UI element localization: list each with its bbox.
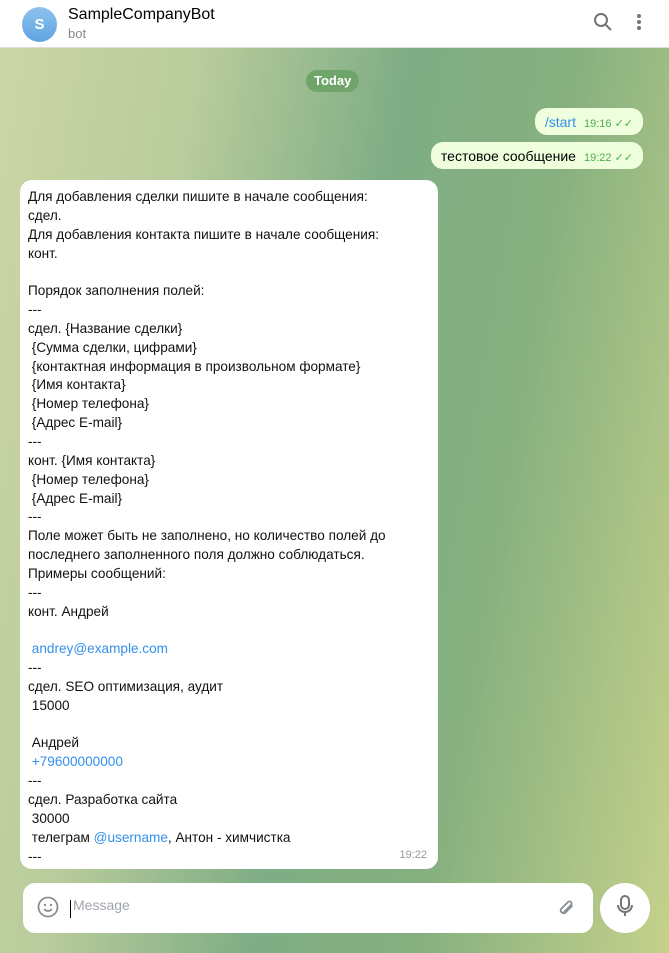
message-line: сдел. Разработка сайта [28, 792, 178, 807]
message-line: Андрей [28, 735, 79, 751]
message-line: {Номер телефона} [28, 396, 149, 412]
message-composer [23, 883, 593, 933]
message-time: 19:16 ✓✓ [583, 118, 633, 130]
message-line: сдел. SEO оптимизация, аудит [28, 678, 224, 694]
emoji-icon[interactable] [37, 896, 59, 918]
message-line: Для добавления сделки пишите в начале сообщения: [28, 189, 368, 204]
message-line: конт. {Имя контакта} [28, 452, 156, 468]
double-check-icon: ✓✓ [614, 118, 633, 130]
message-line: --- [28, 848, 42, 864]
message-line: --- [28, 302, 42, 318]
command-link[interactable]: /start [544, 114, 576, 130]
message-input[interactable] [73, 897, 533, 913]
message-line: 30000 [28, 810, 70, 826]
outgoing-message[interactable] [431, 142, 643, 169]
message-line: сдел. {Название сделки} [28, 320, 183, 336]
message-line: --- [28, 433, 42, 449]
email-link-line [28, 640, 430, 659]
message-line: конт. Андрей [28, 603, 109, 619]
message-text: тестовое сообщение [440, 148, 576, 164]
message-line: конт. [28, 245, 58, 261]
chat-subtitle: bot [68, 26, 87, 41]
message-time: 19:22 ✓✓ [583, 152, 633, 164]
double-check-icon: ✓✓ [614, 152, 633, 164]
outgoing-message[interactable] [535, 108, 643, 135]
message-line: Порядок заполнения полей: [28, 283, 205, 299]
paperclip-icon[interactable] [557, 897, 577, 924]
chat-header [0, 0, 669, 48]
message-line: --- [28, 660, 42, 676]
message-time: 19:22 [399, 849, 427, 862]
message-line [28, 621, 430, 640]
microphone-icon [616, 894, 634, 923]
search-icon[interactable] [593, 12, 613, 37]
message-line: Примеры сообщений: [28, 565, 166, 581]
message-line: Поле может быть не заполнено, но количество полей до [28, 528, 386, 544]
message-line: сдел. [28, 207, 62, 223]
message-line: {Имя контакта} [28, 377, 126, 393]
chat-title[interactable]: SampleCompanyBot [68, 6, 215, 23]
username-link[interactable]: @username [93, 829, 168, 845]
message-line: {Адрес E-mail} [28, 415, 123, 431]
message-line [28, 263, 430, 282]
email-link[interactable]: andrey@example.com [31, 641, 168, 657]
message-line: телеграм @username, Антон - химчистка [28, 829, 291, 845]
message-line: {Номер телефона} [28, 471, 149, 487]
more-menu-icon[interactable] [636, 12, 642, 37]
voice-record-button[interactable] [600, 883, 650, 933]
message-line: Для добавления контакта пишите в начале сообщения: [28, 226, 379, 242]
avatar[interactable]: S [22, 7, 57, 42]
phone-link-line [28, 753, 430, 772]
message-line: {Сумма сделки, цифрами} [28, 339, 197, 355]
message-line [28, 716, 430, 735]
incoming-message[interactable] [20, 180, 438, 869]
message-line: --- [28, 509, 42, 525]
phone-link[interactable]: +79600000000 [31, 754, 123, 770]
message-line: {контактная информация в произвольном формате} [28, 358, 361, 374]
message-line: --- [28, 584, 42, 600]
message-line: последнего заполненного поля должно соблюдаться. [28, 547, 365, 563]
text-caret [70, 900, 71, 918]
date-badge: Today [306, 70, 359, 92]
message-line: 15000 [28, 697, 70, 713]
message-line: {Адрес E-mail} [28, 490, 123, 506]
message-line: --- [28, 773, 42, 789]
